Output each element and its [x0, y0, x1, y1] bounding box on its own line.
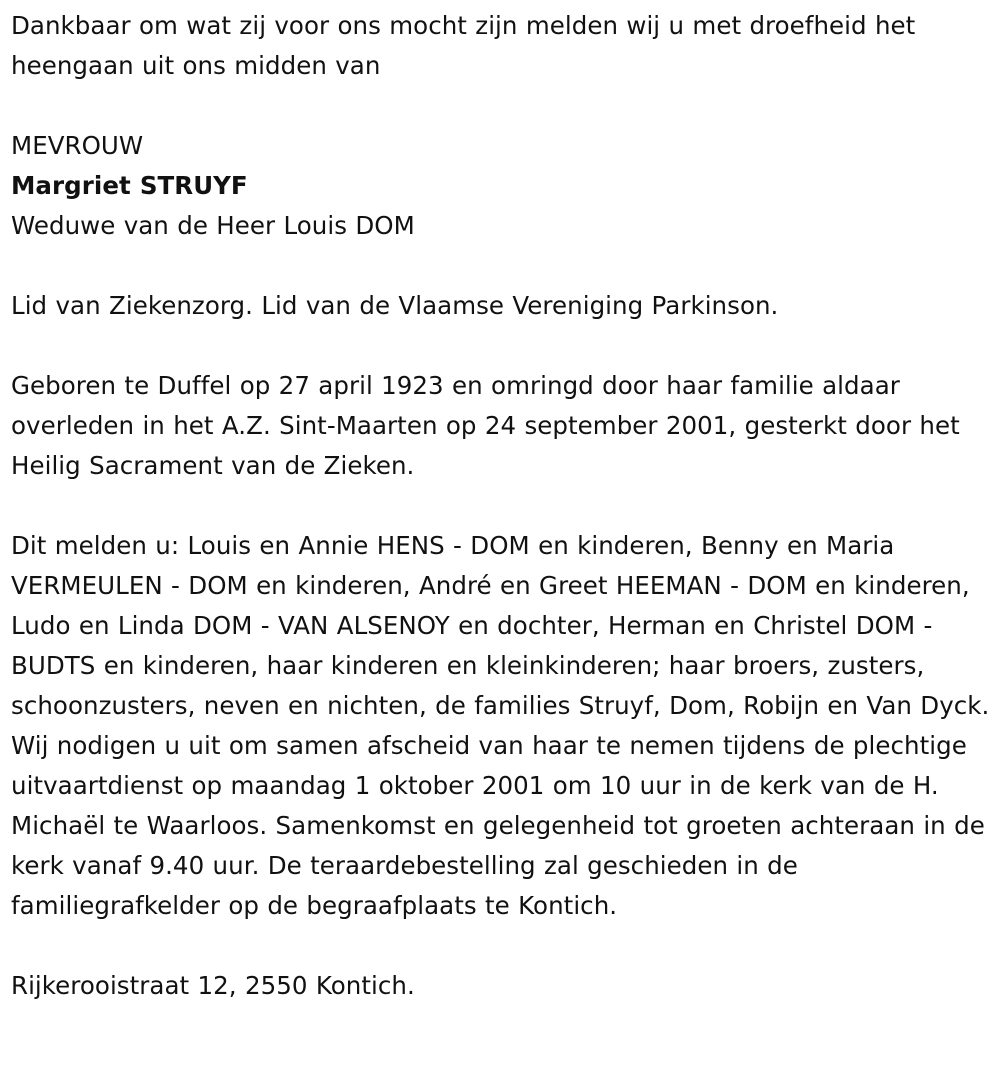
spacer — [11, 246, 993, 286]
spacer — [11, 926, 993, 966]
widow-of-line: Weduwe van de Heer Louis DOM — [11, 211, 415, 240]
obituary-document — [11, 6, 993, 1006]
intro-paragraph: Dankbaar om wat zij voor ons mocht zijn melden wij u met droefheid het heengaan uit ons midden van — [11, 11, 916, 80]
birth-death-paragraph: Geboren te Duffel op 27 april 1923 en omringd door haar familie aldaar overleden in het A.Z. Sint-Maarten op 24 september 2001, gesterkt door het Heilig Sacrament van de Zieken. — [11, 371, 960, 480]
memberships-paragraph: Lid van Ziekenzorg. Lid van de Vlaamse Vereniging Parkinson. — [11, 291, 779, 320]
deceased-name: Margriet STRUYF — [11, 171, 248, 200]
spacer — [11, 486, 993, 526]
address-line: Rijkerooistraat 12, 2550 Kontich. — [11, 971, 415, 1000]
announcement-paragraph: Dit melden u: Louis en Annie HENS - DOM en kinderen, Benny en Maria VERMEULEN - DOM en kinderen, André en Greet HEEMAN - DOM en kinderen, Ludo en Linda DOM - VAN ALSENOY en dochter, Herman en Christel DOM - BUDTS en kinderen, haar kinderen en kleinkinderen; haar broers, zusters, schoonzusters, neven en nichten, de families Struyf, Dom, Robijn en Van Dyck. Wij nodigen u uit om samen afscheid van haar te nemen tijdens de plechtige uitvaartdienst op maandag 1 oktober 2001 om 10 uur in de kerk van de H. Michaël te Waarloos. Samenkomst en gelegenheid tot groeten achteraan in de kerk vanaf 9.40 uur. De teraardebestelling zal geschieden in de familiegrafkelder op de begraafplaats te Kontich. — [11, 531, 990, 920]
spacer — [11, 86, 993, 126]
spacer — [11, 326, 993, 366]
honorific-title: MEVROUW — [11, 131, 144, 160]
